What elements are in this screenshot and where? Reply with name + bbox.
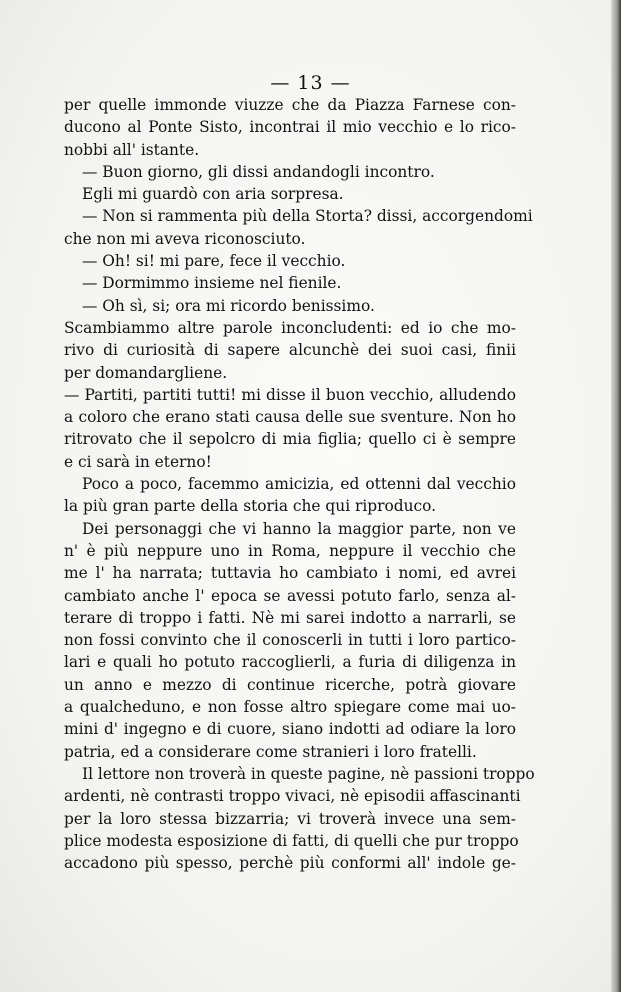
text-line: e ci sarà in eterno! <box>64 452 212 471</box>
text-line: patria, ed a considerare come stranieri i loro fratelli. <box>64 742 477 761</box>
text-line: — Oh sì, si; ora mi ricordo benissimo. <box>82 296 375 315</box>
text-line: la più gran parte della storia che qui riproduco. <box>64 497 437 516</box>
text-line: n' è più neppure uno in Roma, neppure il vecchio che <box>64 541 516 560</box>
text-line: Il lettore non troverà in queste pagine, nè passioni troppo <box>82 764 535 783</box>
text-line: per quelle immonde viuzze che da Piazza Farnese con- <box>64 96 516 114</box>
text-line: nobbi all' istante. <box>64 140 200 159</box>
page-number: — 13 — <box>270 72 351 94</box>
text-line: un anno e mezzo di continue ricerche, potrà giovare <box>64 675 516 694</box>
text-line: rivo di curiosità di sapere alcunchè dei suoi casi, finii <box>64 341 516 360</box>
text-line: lari e quali ho potuto raccoglierli, a furia di diligenza in <box>64 653 516 672</box>
text-line: — Dormimmo insieme nel fienile. <box>82 274 342 293</box>
text-line: — Oh! si! mi pare, fece il vecchio. <box>82 252 346 271</box>
text-line: — Non si rammenta più della Storta? dissi, accorgendomi <box>82 207 533 226</box>
text-line: per domandargliene. <box>64 363 228 382</box>
text-line: a coloro che erano stati causa delle sue sventure. Non ho <box>64 408 516 427</box>
text-line: terare di troppo i fatti. Nè mi sarei indotto a narrarli, se <box>64 608 516 627</box>
text-line: per la loro stessa bizzarria; vi troverà invece una sem- <box>64 809 516 828</box>
text-line: che non mi aveva riconosciuto. <box>64 229 306 248</box>
text-line: non fossi convinto che il conoscerli in tutti i loro partico- <box>64 631 516 650</box>
text-line: Scambiammo altre parole inconcludenti: ed io che mo- <box>64 318 516 337</box>
text-line: a qualcheduno, e non fosse altro spiegare come mai uo- <box>64 698 516 717</box>
body-text <box>64 94 535 874</box>
text-line: — Buon giorno, gli dissi andandogli incontro. <box>82 162 435 181</box>
text-line: accadono più spesso, perchè più conformi all' indole ge- <box>64 854 516 873</box>
text-line: ardenti, nè contrasti troppo vivaci, nè episodii affascinanti <box>64 787 521 806</box>
text-line: ritrovato che il sepolcro di mia figlia; quello ci è sempre <box>64 430 516 449</box>
text-line: Dei personaggi che vi hanno la maggior parte, non ve <box>82 519 516 538</box>
page-binding-edge <box>611 0 621 992</box>
text-line: me l' ha narrata; tuttavia ho cambiato i nomi, ed avrei <box>64 564 516 583</box>
text-line: Egli mi guardò con aria sorpresa. <box>82 185 344 204</box>
text-line: mini d' ingegno e di cuore, siano indotti ad odiare la loro <box>64 720 516 739</box>
text-line: Poco a poco, facemmo amicizia, ed ottenni dal vecchio <box>82 475 516 494</box>
text-line: plice modesta esposizione di fatti, di quelli che pur troppo <box>64 831 519 850</box>
text-line: ducono al Ponte Sisto, incontrai il mio vecchio e lo rico- <box>64 118 516 137</box>
text-line: — Partiti, partiti tutti! mi disse il buon vecchio, alludendo <box>64 385 516 404</box>
text-line: cambiato anche l' epoca se avessi potuto farlo, senza al- <box>64 586 516 605</box>
